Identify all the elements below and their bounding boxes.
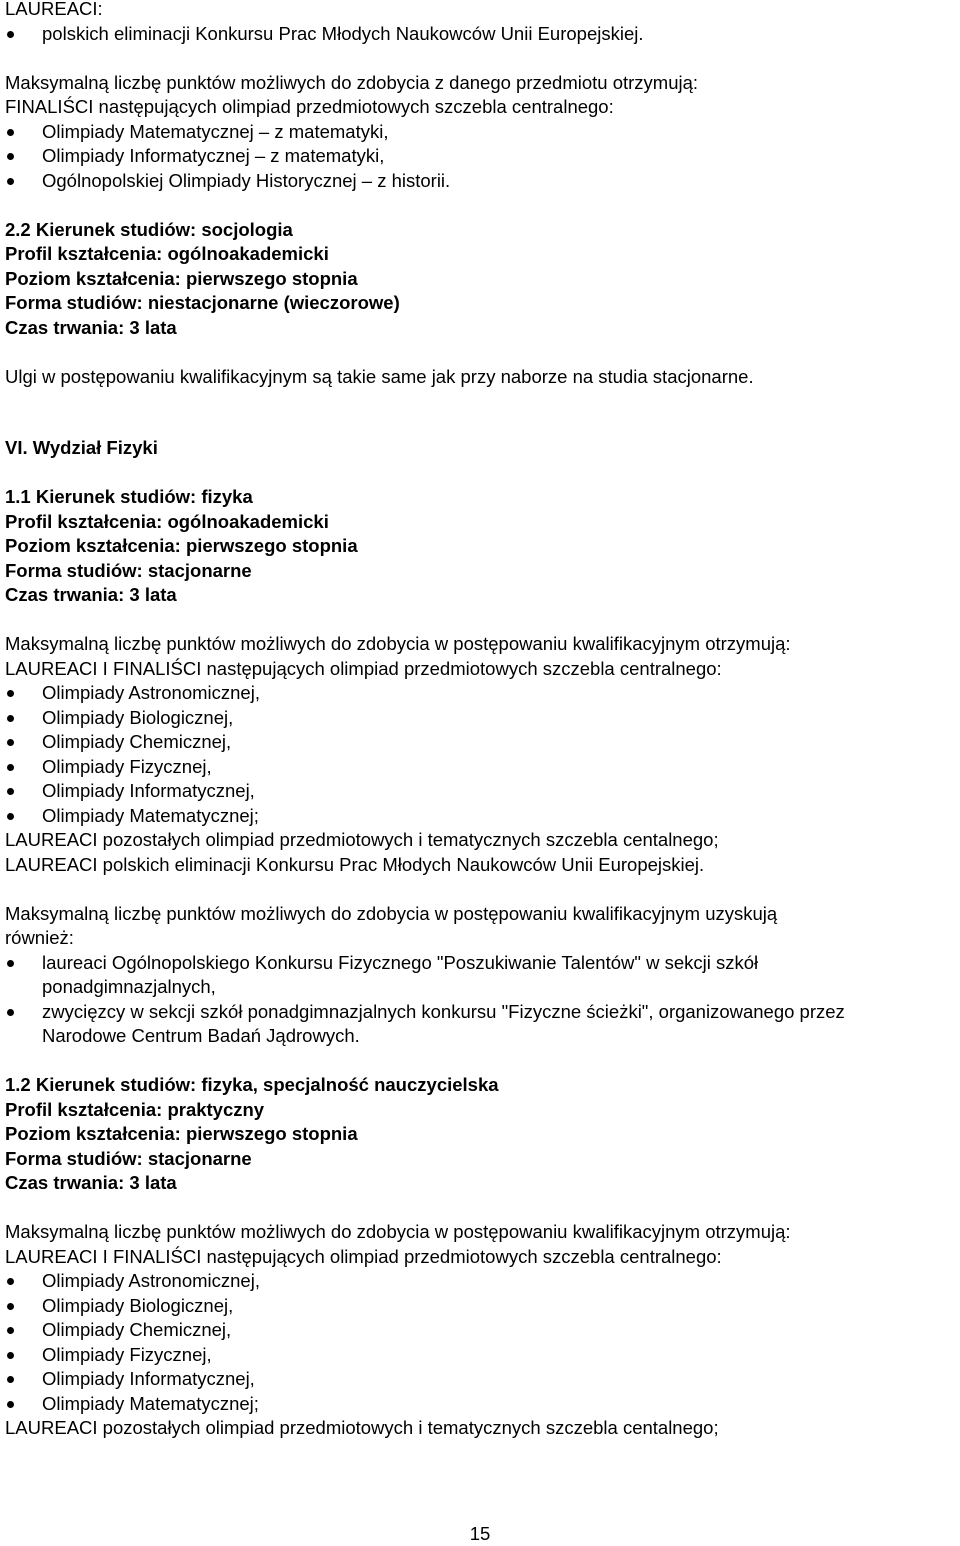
bullet-icon (7, 764, 14, 771)
list-item: Olimpiady Informatycznej, (5, 1367, 957, 1392)
document-page (5, 0, 957, 1441)
list-item: Olimpiady Matematycznej; (5, 1392, 957, 1417)
max-points-also-line-cont: również: (5, 927, 74, 948)
czas-line: Czas trwania: 3 lata (5, 1172, 177, 1193)
poziom-line: Poziom kształcenia: pierwszego stopnia (5, 535, 358, 556)
max-points-line: Maksymalną liczbę punktów możliwych do zdobycia w postępowaniu kwalifikacyjnym otrzymują: (5, 1221, 791, 1242)
list-item: Olimpiady Astronomicznej, (5, 681, 957, 706)
list-item: Olimpiady Matematycznej; (5, 804, 957, 829)
finalisci-line: FINALIŚCI następujących olimpiad przedmiotowych szczebla centralnego: (5, 96, 614, 117)
bullet-icon (7, 715, 14, 722)
list-item: Ogólnopolskiej Olimpiady Historycznej – z historii. (5, 169, 957, 194)
czas-line: Czas trwania: 3 lata (5, 316, 177, 338)
bullet-icon (7, 813, 14, 820)
bullet-icon (7, 178, 14, 185)
also-list (5, 951, 957, 1049)
list-item: Olimpiady Chemicznej, (5, 730, 957, 755)
max-points-also-line: Maksymalną liczbę punktów możliwych do zdobycia w postępowaniu kwalifikacyjnym uzyskują (5, 902, 778, 924)
list-item: polskich eliminacji Konkursu Prac Młodych Naukowców Unii Europejskiej. (5, 22, 957, 47)
forma-line: Forma studiów: stacjonarne (5, 1147, 252, 1169)
bullet-icon (7, 690, 14, 697)
bullet-icon (7, 1009, 14, 1016)
profil-line: Profil kształcenia: ogólnoakademicki (5, 510, 329, 532)
bullet-icon (7, 31, 14, 38)
czas-line: Czas trwania: 3 lata (5, 584, 177, 605)
kierunek-heading: 2.2 Kierunek studiów: socjologia (5, 218, 293, 240)
list-item: Olimpiady Matematycznej – z matematyki, (5, 120, 957, 145)
faculty-heading: VI. Wydział Fizyki (5, 437, 158, 458)
bullet-icon (7, 1376, 14, 1383)
list-item: Olimpiady Astronomicznej, (5, 1269, 957, 1294)
laureaci-polskich-line: LAUREACI polskich eliminacji Konkursu Prac Młodych Naukowców Unii Europejskiej. (5, 853, 705, 875)
poziom-line: Poziom kształcenia: pierwszego stopnia (5, 1123, 358, 1144)
ulgi-line: Ulgi w postępowaniu kwalifikacyjnym są takie same jak przy naborze na studia stacjonarne. (5, 365, 754, 387)
kierunek-heading: 1.1 Kierunek studiów: fizyka (5, 486, 253, 507)
page-number: 15 (469, 1523, 491, 1544)
olympiad-list (5, 1269, 957, 1416)
bullet-icon (7, 1303, 14, 1310)
profil-line: Profil kształcenia: ogólnoakademicki (5, 243, 329, 264)
list-item: Olimpiady Biologicznej, (5, 1294, 957, 1319)
olympiad-list (5, 120, 957, 194)
list-item: zwycięzcy w sekcji szkół ponadgimnazjalnych konkursu "Fizyczne ścieżki", organizowanego przez Narodowe Centrum Badań Jądrowych. (5, 1000, 957, 1049)
laureaci-heading: LAUREACI: (5, 0, 103, 19)
bullet-icon (7, 153, 14, 160)
olympiad-list (5, 681, 957, 828)
list-item: laureaci Ogólnopolskiego Konkursu Fizycznego "Poszukiwanie Talentów" w sekcji szkół ponadgimnazjalnych, (5, 951, 957, 1000)
bullet-icon (7, 1327, 14, 1334)
bullet-icon (7, 1278, 14, 1285)
list-item: Olimpiady Chemicznej, (5, 1318, 957, 1343)
bullet-icon (7, 129, 14, 136)
forma-line: Forma studiów: stacjonarne (5, 559, 252, 581)
kierunek-heading: 1.2 Kierunek studiów: fizyka, specjalność nauczycielska (5, 1074, 499, 1095)
list-item: Olimpiady Biologicznej, (5, 706, 957, 731)
forma-line: Forma studiów: niestacjonarne (wieczorowe) (5, 292, 400, 313)
poziom-line: Poziom kształcenia: pierwszego stopnia (5, 267, 358, 289)
max-points-line: Maksymalną liczbę punktów możliwych do zdobycia w postępowaniu kwalifikacyjnym otrzymują: (5, 633, 791, 654)
laureaci-finalisci-line: LAUREACI I FINALIŚCI następujących olimpiad przedmiotowych szczebla centralnego: (5, 1245, 722, 1267)
list-item: Olimpiady Fizycznej, (5, 755, 957, 780)
bullet-icon (7, 788, 14, 795)
laureaci-pozostalych-line: LAUREACI pozostałych olimpiad przedmiotowych i tematycznych szczebla centalnego; (5, 1417, 719, 1438)
list-item: Olimpiady Informatycznej, (5, 779, 957, 804)
laureaci-pozostalych-line: LAUREACI pozostałych olimpiad przedmiotowych i tematycznych szczebla centalnego; (5, 829, 719, 850)
bullet-icon (7, 960, 14, 967)
list-item: Olimpiady Fizycznej, (5, 1343, 957, 1368)
max-points-line: Maksymalną liczbę punktów możliwych do zdobycia z danego przedmiotu otrzymują: (5, 71, 699, 93)
laureaci-finalisci-line: LAUREACI I FINALIŚCI następujących olimpiad przedmiotowych szczebla centralnego: (5, 657, 722, 679)
list-item: Olimpiady Informatycznej – z matematyki, (5, 144, 957, 169)
bullet-icon (7, 739, 14, 746)
bullet-icon (7, 1401, 14, 1408)
laureaci-list (5, 22, 957, 47)
profil-line: Profil kształcenia: praktyczny (5, 1098, 265, 1120)
bullet-icon (7, 1352, 14, 1359)
